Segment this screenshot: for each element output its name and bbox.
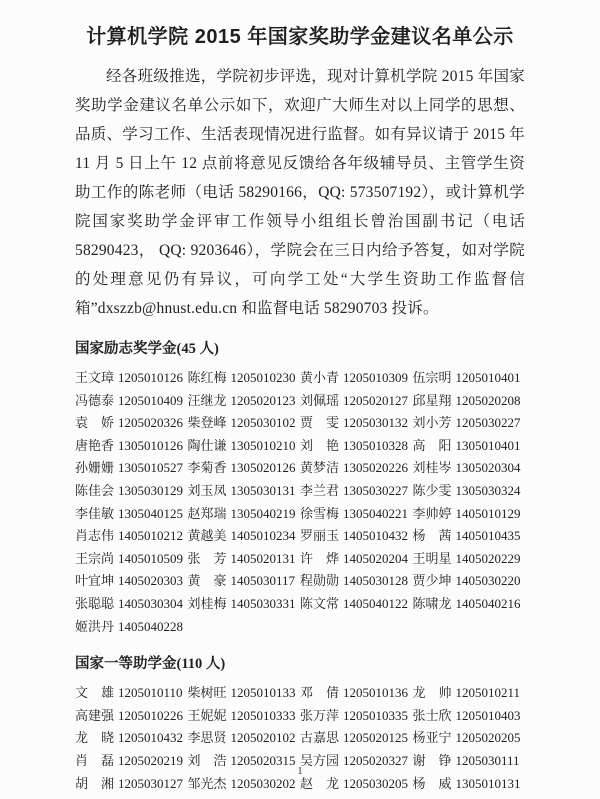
student-name: 邓 倩 (300, 685, 340, 701)
student-name: 刘桂梅 (187, 595, 227, 611)
student-entry (413, 390, 526, 413)
student-name: 罗丽玉 (300, 528, 340, 544)
student-entry (75, 727, 188, 750)
student-id: 1305030129 (118, 482, 184, 498)
student-name: 赵 龙 (300, 775, 340, 791)
student-name: 唐艳香 (75, 437, 115, 453)
student-entry (188, 457, 301, 480)
student-id: 1205020125 (343, 730, 409, 746)
student-name: 冯德泰 (75, 392, 115, 408)
student-name: 杨 茜 (412, 528, 452, 544)
student-entry (75, 616, 188, 639)
student-name: 邹光杰 (187, 775, 227, 791)
student-name: 刘桂岑 (412, 460, 452, 476)
student-name: 文 雄 (75, 685, 115, 701)
student-entry (188, 727, 301, 750)
student-name: 黄梦洁 (300, 460, 340, 476)
student-id: 1205020219 (118, 752, 184, 768)
student-name: 孙姗姗 (75, 460, 115, 476)
student-name: 张 芳 (187, 550, 227, 566)
student-entry (413, 503, 526, 526)
student-entry (188, 705, 301, 728)
student-name: 杨亚宁 (412, 730, 452, 746)
student-name: 刘玉凤 (187, 482, 227, 498)
student-id: 1405010432 (343, 528, 409, 544)
student-entry (75, 390, 188, 413)
student-entry (300, 705, 413, 728)
student-id: 1305010328 (343, 437, 409, 453)
student-entry (75, 570, 188, 593)
student-entry (75, 548, 188, 571)
student-id: 1405010129 (455, 505, 521, 521)
student-name: 邱星翔 (412, 392, 452, 408)
student-entry (413, 412, 526, 435)
student-id: 1405020303 (118, 573, 184, 589)
student-id: 1405010234 (230, 528, 296, 544)
student-entry (188, 367, 301, 390)
student-entry (413, 570, 526, 593)
student-name: 肖 磊 (75, 752, 115, 768)
student-name: 陈少雯 (412, 482, 452, 498)
student-id: 1205010432 (118, 730, 184, 746)
scholarship-sections (75, 340, 525, 795)
student-entry (75, 367, 188, 390)
student-id: 1405020229 (455, 550, 521, 566)
student-name: 陈文常 (300, 595, 340, 611)
student-id: 1305030227 (343, 482, 409, 498)
student-name: 张聪聪 (75, 595, 115, 611)
student-entry (75, 593, 188, 616)
student-name: 李佳敏 (75, 505, 115, 521)
student-entry (413, 705, 526, 728)
student-entry (188, 593, 301, 616)
student-entry (300, 435, 413, 458)
student-id: 1305040221 (343, 505, 409, 521)
student-name: 肖志伟 (75, 528, 115, 544)
student-id: 1305020226 (343, 460, 409, 476)
student-id: 1205030111 (455, 752, 520, 768)
student-id: 1305040219 (230, 505, 296, 521)
student-entry (300, 503, 413, 526)
entries-grid (75, 367, 525, 638)
student-name: 刘 浩 (187, 752, 227, 768)
student-entry (300, 727, 413, 750)
student-entry (188, 435, 301, 458)
student-entry (188, 570, 301, 593)
student-name: 黄小青 (300, 370, 340, 385)
student-id: 1205010333 (230, 707, 296, 723)
student-id: 1305040125 (118, 505, 184, 521)
student-name: 谢 铮 (412, 752, 452, 768)
student-name: 赵郑瑞 (187, 505, 227, 521)
student-name: 胡 湘 (75, 775, 115, 791)
page-number: 1 (297, 765, 303, 777)
student-name: 王明星 (412, 550, 452, 566)
student-name: 刘 艳 (300, 437, 340, 453)
student-name: 袁 娇 (75, 415, 115, 431)
student-entry (188, 525, 301, 548)
student-entry (188, 412, 301, 435)
student-entry (300, 367, 413, 390)
section-heading: 国家励志奖学金(45 人) (75, 341, 219, 357)
student-id: 1405030117 (230, 573, 296, 589)
student-name: 龙 晓 (75, 730, 115, 746)
student-name: 王文璋 (75, 370, 115, 385)
student-name: 李帅婷 (412, 505, 452, 521)
student-id: 1405020131 (230, 550, 296, 566)
student-name: 李兰君 (300, 482, 340, 498)
student-name: 陈啸龙 (412, 595, 452, 611)
student-name: 张万萍 (300, 707, 340, 723)
student-id: 1405020204 (343, 550, 409, 566)
student-entry (75, 457, 188, 480)
student-id: 1305010126 (118, 437, 184, 453)
student-name: 柴树旺 (187, 685, 227, 701)
student-entry (188, 503, 301, 526)
student-id: 1205010226 (118, 707, 184, 723)
student-id: 1205010110 (118, 685, 183, 701)
student-name: 张士欣 (412, 707, 452, 723)
student-entry (75, 682, 188, 705)
student-name: 李菊香 (187, 460, 227, 476)
student-id: 1405010435 (455, 528, 521, 544)
student-id: 1205030202 (230, 775, 296, 791)
student-entry (413, 367, 526, 390)
student-entry (188, 390, 301, 413)
student-entry (188, 682, 301, 705)
student-name: 刘佩瑶 (300, 392, 340, 408)
student-entry (75, 435, 188, 458)
student-id: 1305020304 (455, 460, 521, 476)
student-id: 1405040216 (455, 595, 521, 611)
student-id: 1405010212 (118, 528, 184, 544)
student-entry (300, 457, 413, 480)
student-name: 徐雪梅 (300, 505, 340, 521)
student-id: 1205010335 (343, 707, 409, 723)
student-name: 龙 帅 (412, 685, 452, 701)
student-entry (300, 412, 413, 435)
student-id: 1205010309 (343, 370, 409, 385)
intro-paragraph: 经各班级推选，学院初步评选，现对计算机学院 2015 年国家奖助学金建议名单公示如下，欢迎广大师生对以上同学的思想、品质、学习工作、生活表现情况进行监督。如有异议请于 2015 年 11 月 5 日上午 12 点前将意见反馈给各年级辅导员、主管学生资助工作的陈老师（电话 58290166，QQ: 573507192），或计算机学院国家奖助学金评审工作领导小组组长曾治国副书记（电话 58290423， QQ: 9203646），学院会在三日内给予答复，如对学院的处理意见仍有异议，可向学工处“大学生资助工作监督信箱”dxszzb@hnust.edu.cn 和监督电话 58290703 投诉。 (75, 68, 525, 317)
student-id: 1305030324 (455, 482, 521, 498)
student-id: 1405030128 (343, 573, 409, 589)
student-name: 王宗尚 (75, 550, 115, 566)
student-id: 1205020315 (230, 752, 296, 768)
student-id: 1305030131 (230, 482, 296, 498)
student-id: 1305010210 (230, 437, 296, 453)
student-id: 1205030132 (343, 415, 409, 431)
student-id: 1205010230 (230, 370, 296, 385)
student-entry (188, 480, 301, 503)
student-name: 高建强 (75, 707, 115, 723)
student-id: 1405010509 (118, 550, 184, 566)
student-id: 1405040228 (118, 618, 184, 634)
student-entry (75, 525, 188, 548)
student-id: 1205020123 (230, 392, 296, 408)
student-id: 1205010136 (343, 685, 409, 701)
student-id: 1205020205 (455, 730, 521, 746)
student-name: 黄越美 (187, 528, 227, 544)
student-id: 1205020102 (230, 730, 296, 746)
student-id: 1205020127 (343, 392, 409, 408)
student-name: 陈佳会 (75, 482, 115, 498)
student-name: 杨 威 (412, 775, 452, 791)
student-id: 1205010409 (118, 392, 184, 408)
student-id: 1205010211 (455, 685, 521, 701)
student-id: 1405030220 (455, 573, 521, 589)
student-name: 叶宜坤 (75, 573, 115, 589)
student-id: 1405040122 (343, 595, 409, 611)
student-entry (300, 480, 413, 503)
student-name: 柴登峰 (187, 415, 227, 431)
student-name: 姬洪丹 (75, 618, 115, 634)
student-name: 许 烨 (300, 550, 340, 566)
student-id: 1305020126 (230, 460, 296, 476)
student-entry (75, 503, 188, 526)
student-id: 1205020326 (118, 415, 184, 431)
student-entry (413, 435, 526, 458)
student-id: 1205020327 (343, 752, 409, 768)
student-name: 贾 雯 (300, 415, 340, 431)
student-id: 1205030102 (230, 415, 296, 431)
student-name: 吴方园 (300, 752, 340, 768)
student-name: 王妮妮 (187, 707, 227, 723)
student-entry (413, 548, 526, 571)
entries-grid (75, 682, 525, 795)
student-id: 1305010401 (455, 437, 521, 453)
student-id: 1205030205 (343, 775, 409, 791)
page-title: 计算机学院 2015 年国家奖助学金建议名单公示 (86, 26, 514, 48)
student-name: 贾少坤 (412, 573, 452, 589)
student-entry (300, 525, 413, 548)
student-name: 汪继龙 (187, 392, 227, 408)
student-entry (75, 480, 188, 503)
student-entry (413, 727, 526, 750)
student-id: 1305010131 (455, 775, 521, 791)
student-id: 1205030127 (118, 775, 184, 791)
student-id: 1205020208 (455, 392, 521, 408)
student-id: 1205030227 (455, 415, 521, 431)
student-entry (300, 593, 413, 616)
section-heading: 国家一等助学金(110 人) (75, 656, 226, 673)
student-name: 李思贤 (187, 730, 227, 746)
student-id: 1205010401 (455, 370, 521, 385)
student-id: 1405030304 (118, 595, 184, 611)
student-name: 古嘉思 (300, 730, 340, 746)
student-entry (300, 570, 413, 593)
student-id: 1205010133 (230, 685, 296, 701)
student-name: 陈红梅 (187, 370, 227, 385)
student-entry (300, 548, 413, 571)
student-id: 1405030331 (230, 595, 296, 611)
student-entry (413, 593, 526, 616)
student-entry (413, 525, 526, 548)
student-name: 高 阳 (412, 437, 452, 453)
student-entry (413, 682, 526, 705)
student-entry (75, 705, 188, 728)
student-id: 1205010403 (455, 707, 521, 723)
student-name: 黄 豪 (187, 573, 227, 589)
student-entry (300, 390, 413, 413)
student-name: 刘小芳 (412, 415, 452, 431)
student-entry (413, 480, 526, 503)
student-name: 程勋勋 (300, 573, 340, 589)
student-entry (413, 457, 526, 480)
student-id: 1305010527 (118, 460, 184, 476)
student-name: 伍宗明 (412, 370, 452, 385)
student-entry (75, 412, 188, 435)
student-entry (188, 548, 301, 571)
student-id: 1205010126 (118, 370, 184, 385)
student-name: 陶仕谦 (187, 437, 227, 453)
student-entry (300, 682, 413, 705)
